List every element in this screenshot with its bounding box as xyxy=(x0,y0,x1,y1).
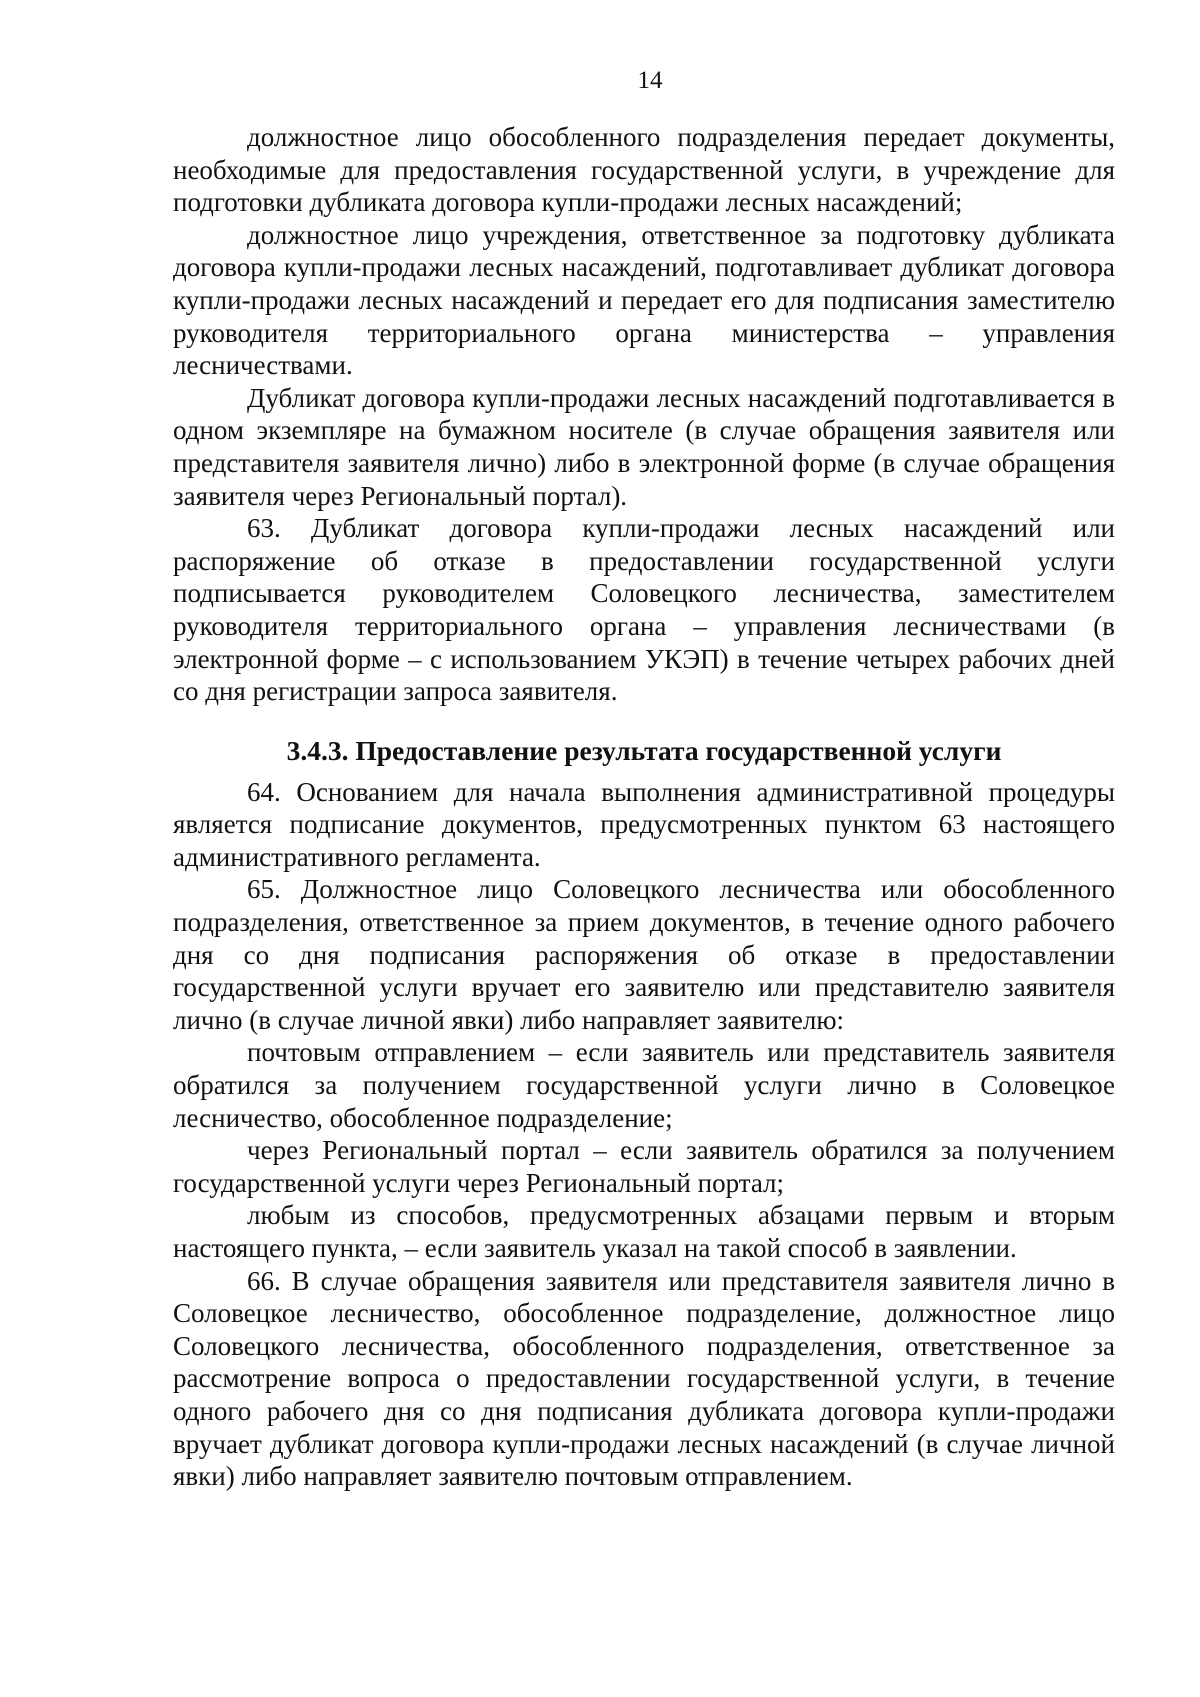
paragraph: почтовым отправлением – если заявитель или представитель заявителя обратился за получением государственной услуги лично в Соловецкое лесничество, обособленное подразделение; xyxy=(173,1037,1115,1133)
paragraph: Дубликат договора купли-продажи лесных насаждений подготавливается в одном экземпляре на бумажном носителе (в случае обращения заявителя или представителя заявителя лично) либо в электронной форме (в случае обращения заявителя через Региональный портал). xyxy=(173,382,1115,511)
paragraph-item-63: 63. Дубликат договора купли-продажи лесных насаждений или распоряжение об отказе в предоставлении государственной услуги подписывается руководителем Соловецкого лесничества, заместителем руководителя территориального органа – управления лесничествами (в электронной форме – с использованием УКЭП) в течение четырех рабочих дней со дня регистрации запроса заявителя. xyxy=(173,513,1115,707)
paragraph: любым из способов, предусмотренных абзацами первым и вторым настоящего пункта, – если заявитель указал на такой способ в заявлении. xyxy=(173,1200,1115,1263)
paragraph: через Региональный портал – если заявитель обратился за получением государственной услуги через Региональный портал; xyxy=(173,1135,1115,1198)
document-body xyxy=(173,121,1115,1493)
section-heading: 3.4.3. Предоставление результата государственной услуги xyxy=(286,734,1002,766)
paragraph: должностное лицо учреждения, ответственное за подготовку дубликата договора купли-продажи лесных насаждений, подготавливает дубликат договора купли-продажи лесных насаждений и передает его для подписания заместителю руководителя территориального органа министерства – управления лесничествами. xyxy=(173,219,1115,381)
paragraph-item-66: 66. В случае обращения заявителя или представителя заявителя лично в Соловецкое лесничество, обособленное подразделение, должностное лицо Соловецкого лесничества, обособленного подразделения, ответственное за рассмотрение вопроса о предоставлении государственной услуги, в течение одного рабочего дня со дня подписания дубликата договора купли-продажи вручает дубликат договора купли-продажи лесных насаждений (в случае личной явки) либо направляет заявителю почтовым отправлением. xyxy=(173,1265,1115,1492)
paragraph-item-64: 64. Основанием для начала выполнения административной процедуры является подписание документов, предусмотренных пунктом 63 настоящего административного регламента. xyxy=(173,776,1115,872)
paragraph: должностное лицо обособленного подразделения передает документы, необходимые для предоставления государственной услуги, в учреждение для подготовки дубликата договора купли-продажи лесных насаждений; xyxy=(173,122,1115,218)
page-number: 14 xyxy=(637,67,663,94)
paragraph-item-65: 65. Должностное лицо Соловецкого лесничества или обособленного подразделения, ответственное за прием документов, в течение одного рабочего дня со дня подписания распоряжения об отказе в предоставлении государственной услуги вручает его заявителю или представителю заявителя лично (в случае личной явки) либо направляет заявителю: xyxy=(173,874,1115,1035)
